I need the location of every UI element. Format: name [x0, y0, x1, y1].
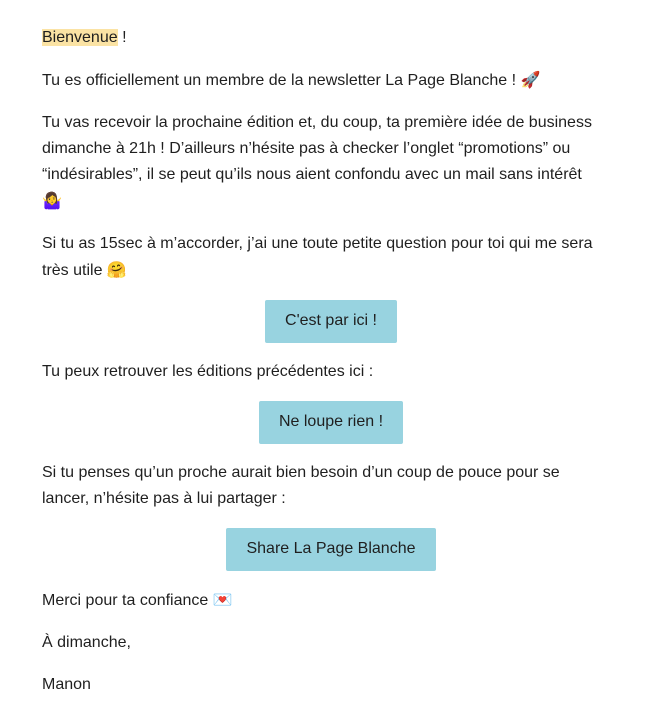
- survey-button-row: [0, 300, 662, 343]
- hug-icon: 🤗: [106, 260, 127, 279]
- share-paragraph: Si tu penses qu’un proche aurait bien besoin d’un coup de pouce pour se lancer, n’hésite pas à lui partager :: [42, 464, 560, 507]
- greeting-highlight: Bienvenue: [42, 29, 118, 46]
- survey-button[interactable]: C'est par ici !: [265, 300, 397, 343]
- shrug-icon: 🤷‍♀️: [42, 191, 62, 210]
- greeting-punctuation: !: [117, 29, 127, 46]
- rocket-icon: 🚀: [520, 70, 541, 89]
- thanks-paragraph: [42, 587, 602, 614]
- welcome-paragraph: [42, 67, 602, 94]
- love-letter-icon: 💌: [212, 590, 233, 609]
- farewell-paragraph: À dimanche,: [42, 634, 131, 651]
- question-text: Si tu as 15sec à m’accorder, j’ai une toute petite question pour toi qui me sera très utile: [42, 235, 593, 279]
- next-edition-paragraph: [42, 110, 602, 215]
- next-edition-text: Tu vas recevoir la prochaine édition et, du coup, ta première idée de business dimanche à 21h ! D’ailleurs n’hésite pas à checker l’onglet “promotions” ou “indésirables”, il se peut qu’ils nous aient confondu avec un mail sans intérêt: [42, 114, 592, 183]
- question-paragraph: [42, 231, 602, 284]
- archive-paragraph: Tu peux retrouver les éditions précédentes ici :: [42, 363, 374, 380]
- thanks-text: Merci pour ta confiance: [42, 592, 213, 609]
- greeting-paragraph: [42, 25, 602, 51]
- welcome-text: Tu es officiellement un membre de la newsletter La Page Blanche !: [42, 72, 521, 89]
- email-body: [42, 25, 602, 714]
- share-button[interactable]: Share La Page Blanche: [226, 528, 435, 571]
- archive-button-row: [0, 401, 662, 444]
- archive-button[interactable]: Ne loupe rien !: [259, 401, 403, 444]
- signature: Manon: [42, 676, 91, 693]
- share-button-row: [0, 528, 662, 571]
